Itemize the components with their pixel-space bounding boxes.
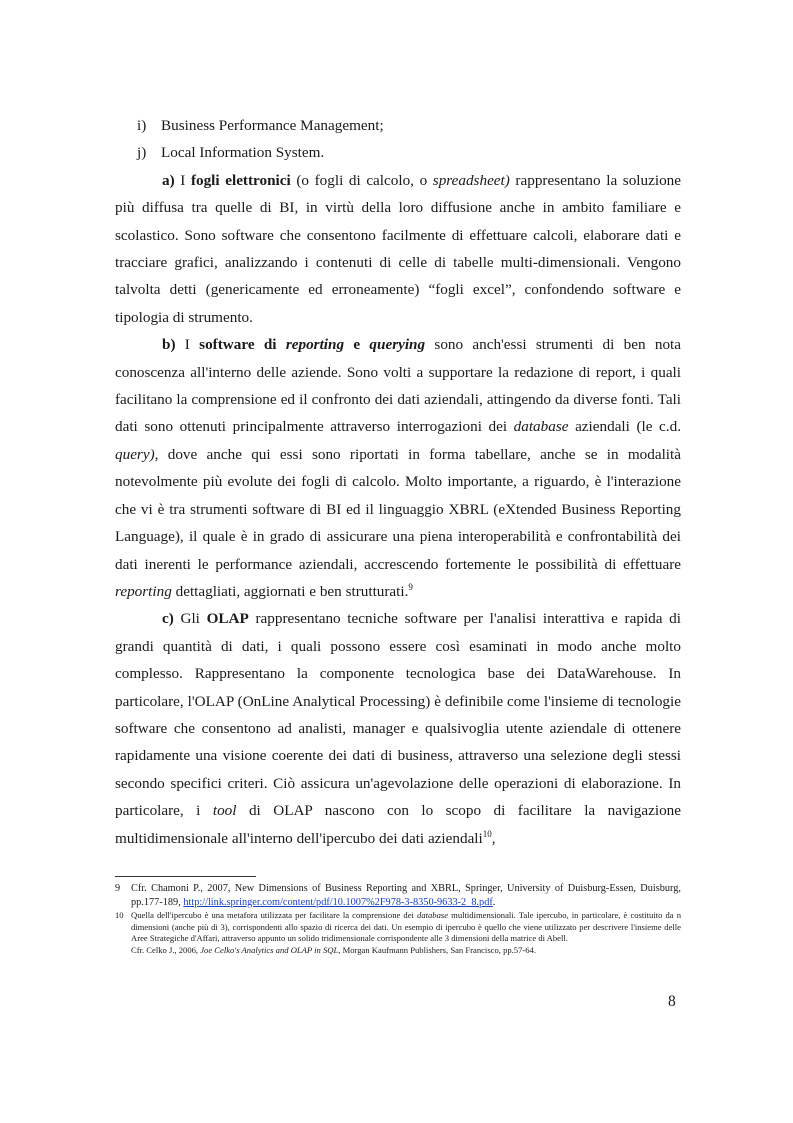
text-run: Cfr. Celko J., 2006, [131,944,201,955]
text-run: aziendali (le c.d. [568,418,681,436]
text-run: . [492,896,496,908]
term-database: database [417,910,449,920]
text-run: I [175,336,200,354]
text-run: rappresentano la soluzione più diffusa tra quelle di BI, in virtù della loro diffusione anche in ambito familiare e scolastico. Sono software che consentono facilmente di effettuare calcoli, elaborare dati e tracciare grafici, analizzando i contenuti di celle di tabelle multi-dimensionali. Vengono talvolta detti (genericamente ed erroneamente) “fogli excel”, confondendo software e tipologia di strumento. [115,171,681,326]
term-querying: querying [369,336,426,354]
list-item-text: Local Information System. [161,144,325,162]
paragraph-b [115,331,681,605]
footnote-ref-9[interactable]: 9 [408,581,413,592]
text-run: , [491,829,496,847]
term-software-di: software di [199,336,286,354]
term-reporting-2: reporting [115,582,172,600]
text-run: dettagliati, aggiornati e ben strutturati. [171,582,409,600]
text-run: I [174,171,191,189]
term-database: database [513,418,569,436]
list-item-j [115,139,681,166]
paragraph-label: b) [162,336,176,354]
footnote-10 [115,910,681,956]
paragraph-label: c) [162,610,174,628]
footnote-ref-10[interactable]: 10 [482,828,492,839]
footnote-text [131,882,681,909]
term-e: e [344,336,370,354]
footnote-link[interactable]: http://link.springer.com/content/pdf/10.1007%2F978-3-8350-9633-2_8.pdf [183,896,493,908]
paragraph-c [115,605,681,852]
footnote-separator [115,876,256,877]
list-item-i [115,112,681,139]
text-run: di OLAP nascono con lo scopo di facilitare la navigazione multidimensionale all'interno dell'ipercubo dei dati aziendali [115,802,681,847]
text-run: , Morgan Kaufmann Publishers, San Francisco, pp.57-64. [338,944,537,955]
term-fogli-elettronici: fogli elettronici [190,171,291,189]
text-run: multidimensionali. Tale ipercubo, in particolare, è costituito da n dimensioni (anche più di 3), corrispondenti allo spazio di ricerca dei dati. Un esempio di ipercubo è quello che viene utilizzato per descrivere l'insieme delle Aree Strategiche d'Affari, attraverso appunto un solido tridimensionale corrispondente alle 3 dimensioni della matrice di Abell. [131,910,682,944]
list-item-text: Business Performance Management; [161,117,384,134]
footnote-number: 9 [115,883,121,894]
text-run: rappresentano tecniche software per l'analisi interattiva e rapida di grandi quantità di dati, i quali possono essere così esaminati in modo anche molto complesso. Rappresentano la componente tecnologica base dei DataWarehouse. In particolare, l'OLAP (OnLine Analytical Processing) è definibile come l'insieme di tecnologie software che consentono ad analisti, manager e qualsivoglia utente aziendale di ottenere rapidamente una visione coerente dei dati di business, attraverso una selezione degli stessi secondo specifici criteri. Ciò assicura un'agevolazione delle operazioni di elaborazione. In particolare, i [115,610,681,820]
list-marker: j) [137,144,147,162]
term-query: query), [115,445,159,463]
footnote-number: 10 [115,910,124,920]
text-run: Cfr. Chamoni P., 2007, New Dimensions of Business Reporting and XBRL, Springer, University of Duisburg-Essen, Duisburg, pp.177-189, [131,883,681,908]
term-olap: OLAP [206,610,249,628]
footnote-9 [115,882,681,909]
paragraph-a [115,167,681,331]
term-spreadsheet: spreadsheet) [432,171,510,189]
body-text [115,112,681,852]
term-reporting: reporting [285,336,345,354]
book-title: Joe Celko's Analytics and OLAP in SQL [200,944,339,955]
text-run: Quella dell'ipercubo è una metafora utilizzata per facilitare la comprensione dei [131,910,418,920]
text-run: Gli [173,610,207,628]
footnote-citation [131,945,681,957]
text-run: (o fogli di calcolo, o [290,171,433,189]
page-number: 8 [668,993,676,1010]
term-tool: tool [212,802,237,820]
text-run: dove anche qui essi sono riportati in forma tabellare, anche se in modalità notevolmente più evolute dei fogli di calcolo. Molto importante, a riguardo, è l'interazione che vi è tra strumenti software di BI ed il linguaggio XBRL (eXtended Business Reporting Language), il quale è in grado di assicurare una piena interoperabilità e confrontabilità dei dati inerenti le performance aziendali, accrescendo fortemente le possibilità di effettuare [115,445,681,573]
paragraph-label: a) [162,171,175,189]
list-marker: i) [137,117,147,134]
text-run: sono anch'essi strumenti di ben nota conoscenza all'interno delle aziende. Sono volti a supportare la redazione di report, i quali facilitano la comprensione ed il confronto dei dati aziendali, attingendo da diverse fonti. Tali dati sono ottenuti principalmente attraverso interrogazioni dei [115,336,682,436]
footnote-text [131,910,681,956]
